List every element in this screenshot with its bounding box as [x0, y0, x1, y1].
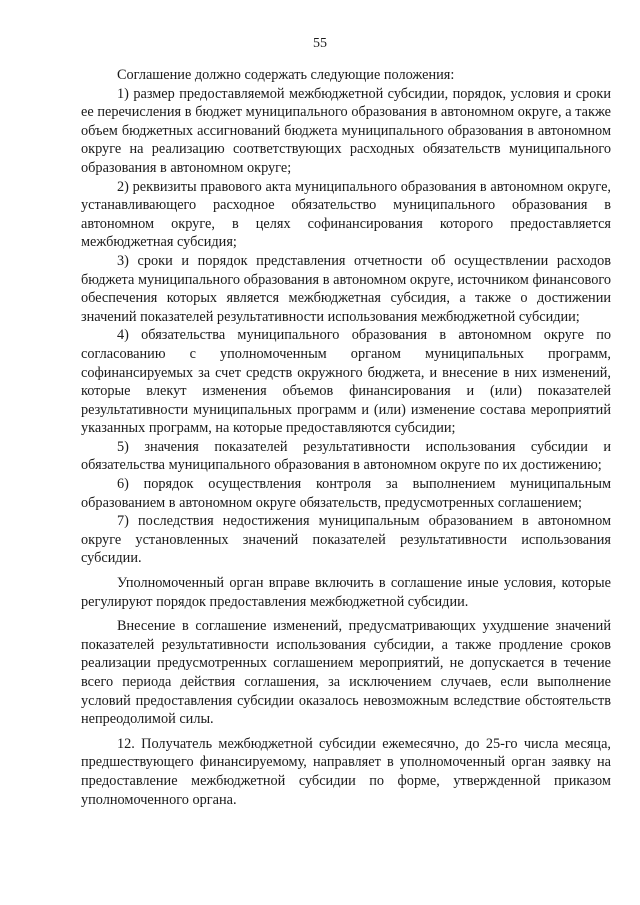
paragraph-item-3: 3) сроки и порядок представления отчетности об осуществлении расходов бюджета муниципального образования в автономном округе, источником финансового обеспечения которых является межбюджетная субсидия, а также о достижении значений показателей результативности использования межбюджетной субсидии; — [81, 252, 611, 325]
paragraph-amendments: Внесение в соглашение изменений, предусматривающих ухудшение значений показателей результативности использования субсидии, а также продление сроков реализации предусмотренных соглашением мероприятий, не допускается в течение всего периода действия соглашения, за исключением случаев, если выполнение условий предоставления субсидии оказалось невозможным вследствие обстоятельств непреодолимой силы. — [81, 618, 611, 728]
paragraph-intro: Соглашение должно содержать следующие положения: — [117, 67, 455, 83]
paragraph-item-1: 1) размер предоставляемой межбюджетной субсидии, порядок, условия и сроки ее перечисления в бюджет муниципального образования в автономном округе, а также объем бюджетных ассигнований бюджета муниципального образования в автономном округе на реализацию соответствующих расходных обязательств муниципального образования в автономном округе; — [81, 85, 611, 176]
page-number: 55 — [313, 36, 327, 51]
paragraph-item-4: 4) обязательства муниципального образования в автономном округе по согласованию с уполномоченным органом муниципальных программ, софинансируемых за счет средств окружного бюджета, и внесение в них изменений, которые влекут изменения объемов финансирования и (или) показателей результативности муниципальных программ и (или) изменение состава мероприятий указанных программ, на которые предоставляются субсидии; — [81, 327, 611, 437]
paragraph-item-2: 2) реквизиты правового акта муниципального образования в автономном округе, устанавливающего расходное обязательство муниципального образования в автономном округе, в целях софинансирования которого предоставляется межбюджетная субсидия; — [81, 178, 611, 251]
paragraph-item-6: 6) порядок осуществления контроля за выполнением муниципальным образованием в автономном округе обязательств, предусмотренных соглашением; — [81, 476, 611, 511]
paragraph-item-5: 5) значения показателей результативности использования субсидии и обязательства муниципального образования в автономном округе по их достижению; — [81, 438, 611, 474]
document-body — [81, 66, 611, 809]
paragraph-additional-conditions: Уполномоченный орган вправе включить в соглашение иные условия, которые регулируют порядок предоставления межбюджетной субсидии. — [81, 575, 611, 610]
paragraph-item-7: 7) последствия недостижения муниципальным образованием в автономном округе установленных значений показателей результативности использования субсидии. — [81, 513, 611, 567]
paragraph-12-application: 12. Получатель межбюджетной субсидии ежемесячно, до 25-го числа месяца, предшествующего финансируемому, направляет в уполномоченный орган заявку на предоставление межбюджетной субсидии по форме, утвержденной приказом уполномоченного органа. — [81, 735, 611, 808]
